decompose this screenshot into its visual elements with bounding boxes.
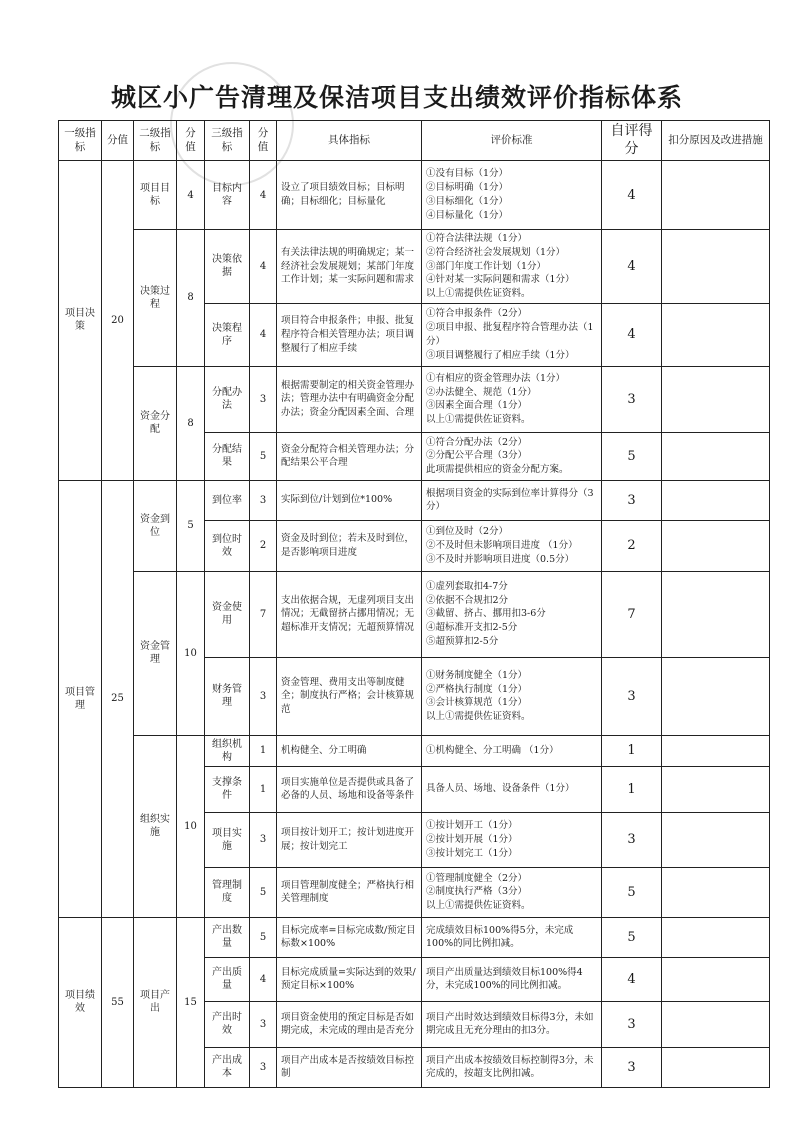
level3-score: 3 (250, 812, 277, 867)
header-standard: 评价标准 (422, 121, 602, 161)
standard-line: ③不及时并影响项目进度（0.5分） (426, 553, 575, 565)
level2-output: 项目产出 (134, 917, 177, 1087)
standard-cell (422, 957, 602, 1001)
level3-score: 5 (250, 867, 277, 917)
standard-line: ②分配公平合理（3分） (426, 450, 528, 462)
standard-line: ①没有目标（1分） (426, 168, 509, 180)
reason-cell (662, 480, 770, 520)
level3-name: 组织机构 (205, 735, 250, 766)
self-score-cell: 2 (602, 520, 662, 571)
standard-line: ④针对某一实际问题和需求（1分） (426, 274, 575, 286)
level3-name: 产出成本 (205, 1047, 250, 1087)
standard-line: ①有相应的资金管理办法（1分） (426, 372, 566, 384)
standard-line: ②不及时但未影响项目进度 （1分） (426, 539, 578, 551)
detail-cell: 设立了项目绩效目标；目标明确；目标细化；目标量化 (277, 161, 422, 230)
level2-fund-management: 资金管理 (134, 571, 177, 735)
standard-cell (422, 480, 602, 520)
standard-cell (422, 571, 602, 657)
level3-score: 3 (250, 657, 277, 735)
detail-cell: 支出依据合规，无虚列项目支出情况；无截留挤占挪用情况；无超标准开支情况；无超预算情况 (277, 571, 422, 657)
standard-line: ②符合经济社会发展规划（1分） (426, 246, 566, 258)
self-score-cell: 5 (602, 917, 662, 957)
standard-line: 项目产出成本按绩效目标控制得3分，未完成的，按超支比例扣减。 (426, 1054, 594, 1080)
standard-line: ①符合申报条件（2分） (426, 308, 528, 320)
standard-line: ②办法健全、规范（1分） (426, 386, 537, 398)
level3-name: 分配办法 (205, 366, 250, 432)
standard-cell (422, 1047, 602, 1087)
reason-cell (662, 766, 770, 812)
standard-line: 以上①需提供佐证资料。 (426, 711, 531, 723)
standard-line: 以上①需提供佐证资料。 (426, 288, 531, 300)
standard-line: ①到位及时（2分） (426, 526, 509, 538)
header-score2: 分值 (177, 121, 205, 161)
page-title: 城区小广告清理及保洁项目支出绩效评价指标体系 (110, 83, 683, 112)
detail-cell: 资金分配符合相关管理办法；分配结果公平合理 (277, 432, 422, 480)
self-score-cell: 3 (602, 1047, 662, 1087)
standard-cell (422, 230, 602, 304)
reason-cell (662, 867, 770, 917)
level1-management: 项目管理 (59, 480, 102, 917)
standard-cell (422, 917, 602, 957)
reason-cell (662, 520, 770, 571)
table-row (59, 480, 770, 520)
detail-cell: 根据需要制定的相关资金管理办法；管理办法中有明确资金分配办法；资金分配因素全面、合理 (277, 366, 422, 432)
standard-line: ①管理制度健全（2分） (426, 872, 528, 884)
detail-cell: 项目管理制度健全；严格执行相关管理制度 (277, 867, 422, 917)
header-level1: 一级指标 (59, 121, 102, 161)
level3-name: 分配结果 (205, 432, 250, 480)
reason-cell (662, 812, 770, 867)
level3-name: 管理制度 (205, 867, 250, 917)
standard-line: ②依据不合规扣2分 (426, 594, 509, 606)
standard-line: 以上①需提供佐证资料。 (426, 414, 531, 426)
header-score1: 分值 (102, 121, 134, 161)
level3-name: 决策依据 (205, 230, 250, 304)
detail-cell: 项目按计划开工；按计划进度开展；按计划完工 (277, 812, 422, 867)
standard-line: ③按计划完工（1分） (426, 847, 518, 859)
standard-line: 具备人员、场地、设备条件（1分） (426, 783, 575, 795)
level2-implementation: 组织实施 (134, 735, 177, 917)
standard-line: ①机构健全、分工明确 （1分） (426, 744, 559, 756)
header-level2: 二级指标 (134, 121, 177, 161)
level2-process-score: 8 (177, 230, 205, 367)
standard-cell (422, 867, 602, 917)
standard-line: ①符合法律法规（1分） (426, 233, 528, 244)
standard-cell (422, 520, 602, 571)
self-score-cell: 5 (602, 867, 662, 917)
standard-cell (422, 657, 602, 735)
standard-line: ②项目申报、批复程序符合管理办法（1分） (426, 322, 594, 347)
header-reason: 扣分原因及改进措施 (662, 121, 770, 161)
level3-score: 5 (250, 917, 277, 957)
standard-line: ④目标量化（1分） (426, 209, 509, 221)
level3-name: 产出质量 (205, 957, 250, 1001)
self-score-cell: 3 (602, 480, 662, 520)
header-level3: 三级指标 (205, 121, 250, 161)
self-score-cell: 5 (602, 432, 662, 480)
detail-cell: 实际到位/计划到位*100% (277, 480, 422, 520)
level3-name: 资金使用 (205, 571, 250, 657)
self-score-cell: 1 (602, 735, 662, 766)
level2-funding-arrival: 资金到位 (134, 480, 177, 571)
header-detail: 具体指标 (277, 121, 422, 161)
level3-score: 7 (250, 571, 277, 657)
header-row (59, 121, 770, 161)
detail-cell: 项目产出成本是否按绩效目标控制 (277, 1047, 422, 1087)
self-score-cell: 4 (602, 230, 662, 304)
level3-score: 1 (250, 766, 277, 812)
standard-line: ②严格执行制度（1分） (426, 683, 528, 695)
level2-funding-arrival-score: 5 (177, 480, 205, 571)
standard-line: ④超标准开支扣2-5分 (426, 622, 518, 634)
standard-cell (422, 432, 602, 480)
level3-name: 支撑条件 (205, 766, 250, 812)
level2-implementation-score: 10 (177, 735, 205, 917)
self-score-cell: 7 (602, 571, 662, 657)
level2-target-score: 4 (177, 161, 205, 230)
level1-management-score: 25 (102, 480, 134, 917)
self-score-cell: 4 (602, 957, 662, 1001)
reason-cell (662, 366, 770, 432)
self-score-cell: 3 (602, 657, 662, 735)
standard-line: ①虚列套取扣4-7分 (426, 580, 508, 592)
self-score-cell: 3 (602, 1001, 662, 1047)
detail-cell: 资金管理、费用支出等制度健全；制度执行严格；会计核算规范 (277, 657, 422, 735)
reason-cell (662, 917, 770, 957)
level3-score: 4 (250, 957, 277, 1001)
level3-name: 目标内容 (205, 161, 250, 230)
level3-name: 到位时效 (205, 520, 250, 571)
level3-name: 到位率 (205, 480, 250, 520)
level2-output-score: 15 (177, 917, 205, 1087)
standard-cell (422, 735, 602, 766)
standard-line: ①财务制度健全（1分） (426, 669, 528, 681)
table-row (59, 917, 770, 957)
level3-score: 3 (250, 480, 277, 520)
reason-cell (662, 161, 770, 230)
reason-cell (662, 735, 770, 766)
standard-line: 项目产出时效达到绩效目标得3分，未如期完成且无充分理由的扣3分。 (426, 1011, 594, 1037)
level1-performance-score: 55 (102, 917, 134, 1087)
level3-name: 产出时效 (205, 1001, 250, 1047)
standard-line: ①符合分配办法（2分） (426, 436, 528, 448)
level3-score: 3 (250, 366, 277, 432)
table-row (59, 735, 770, 766)
detail-cell: 机构健全、分工明确 (277, 735, 422, 766)
table-row (59, 161, 770, 230)
level3-score: 2 (250, 520, 277, 571)
reason-cell (662, 657, 770, 735)
detail-cell: 项目实施单位是否提供或具备了必备的人员、场地和设备等条件 (277, 766, 422, 812)
table-row (59, 571, 770, 657)
level3-score: 5 (250, 432, 277, 480)
level3-name: 财务管理 (205, 657, 250, 735)
header-score3: 分值 (250, 121, 277, 161)
level2-process: 决策过程 (134, 230, 177, 367)
level2-fund-management-score: 10 (177, 571, 205, 735)
standard-cell (422, 812, 602, 867)
self-score-cell: 4 (602, 161, 662, 230)
standard-line: 项目产出质量达到绩效目标100%得4分，未完成100%的同比例扣减。 (426, 966, 583, 992)
table-row (59, 366, 770, 432)
reason-cell (662, 957, 770, 1001)
level2-target: 项目目标 (134, 161, 177, 230)
standard-line: 此项需提供相应的资金分配方案。 (426, 464, 569, 476)
reason-cell (662, 1001, 770, 1047)
standard-line: 以上①需提供佐证资料。 (426, 900, 531, 912)
detail-cell: 有关法律法规的明确规定；某一经济社会发展规划；某部门年度工作计划；某一实际问题和需求 (277, 230, 422, 304)
standard-line: ②按计划开展（1分） (426, 833, 518, 845)
standard-cell (422, 766, 602, 812)
self-score-cell: 3 (602, 812, 662, 867)
detail-cell: 目标完成率=目标完成数/预定目标数×100% (277, 917, 422, 957)
standard-line: ③截留、挤占、挪用扣3-6分 (426, 608, 546, 620)
level3-name: 决策程序 (205, 303, 250, 366)
detail-cell: 目标完成质量=实际达到的效果/预定目标×100% (277, 957, 422, 1001)
standard-line: ②目标明确（1分） (426, 182, 509, 194)
level1-performance: 项目绩效 (59, 917, 102, 1087)
self-score-cell: 4 (602, 303, 662, 366)
detail-cell: 项目资金使用的预定目标是否如期完成，未完成的理由是否充分 (277, 1001, 422, 1047)
standard-line: ②制度执行严格（3分） (426, 886, 528, 898)
level3-name: 产出数量 (205, 917, 250, 957)
level2-allocation: 资金分配 (134, 366, 177, 480)
level3-score: 3 (250, 1047, 277, 1087)
standard-cell (422, 303, 602, 366)
standard-line: ③项目调整履行了相应手续（1分） (426, 349, 575, 361)
level3-score: 4 (250, 303, 277, 366)
level3-score: 3 (250, 1001, 277, 1047)
self-score-cell: 1 (602, 766, 662, 812)
standard-cell (422, 161, 602, 230)
reason-cell (662, 571, 770, 657)
standard-cell (422, 366, 602, 432)
level1-decision-score: 20 (102, 161, 134, 481)
reason-cell (662, 432, 770, 480)
level3-score: 4 (250, 230, 277, 304)
reason-cell (662, 230, 770, 304)
standard-line: ①按计划开工（1分） (426, 820, 518, 832)
detail-cell: 项目符合申报条件；申报、批复程序符合相关管理办法；项目调整履行了相应手续 (277, 303, 422, 366)
evaluation-table (58, 120, 770, 1088)
standard-line: ③会计核算规范（1分） (426, 697, 528, 709)
standard-line: ⑤超预算扣2-5分 (426, 635, 499, 647)
standard-cell (422, 1001, 602, 1047)
level3-score: 1 (250, 735, 277, 766)
level3-name: 项目实施 (205, 812, 250, 867)
standard-line: 完成绩效目标100%得5分，未完成100%的同比例扣减。 (426, 924, 574, 950)
reason-cell (662, 303, 770, 366)
standard-line: ③目标细化（1分） (426, 196, 509, 207)
reason-cell (662, 1047, 770, 1087)
standard-line: 根据项目资金的实际到位率计算得分（3分） (426, 487, 594, 513)
standard-line: ③因素全面合理（1分） (426, 400, 528, 412)
table-body (59, 161, 770, 1088)
detail-cell: 资金及时到位；若未及时到位，是否影响项目进度 (277, 520, 422, 571)
level1-decision: 项目决策 (59, 161, 102, 481)
level3-score: 4 (250, 161, 277, 230)
level2-allocation-score: 8 (177, 366, 205, 480)
standard-line: ③部门年度工作计划（1分） (426, 260, 547, 272)
table-row (59, 230, 770, 304)
header-self-score: 自评得分 (602, 121, 662, 161)
self-score-cell: 3 (602, 366, 662, 432)
